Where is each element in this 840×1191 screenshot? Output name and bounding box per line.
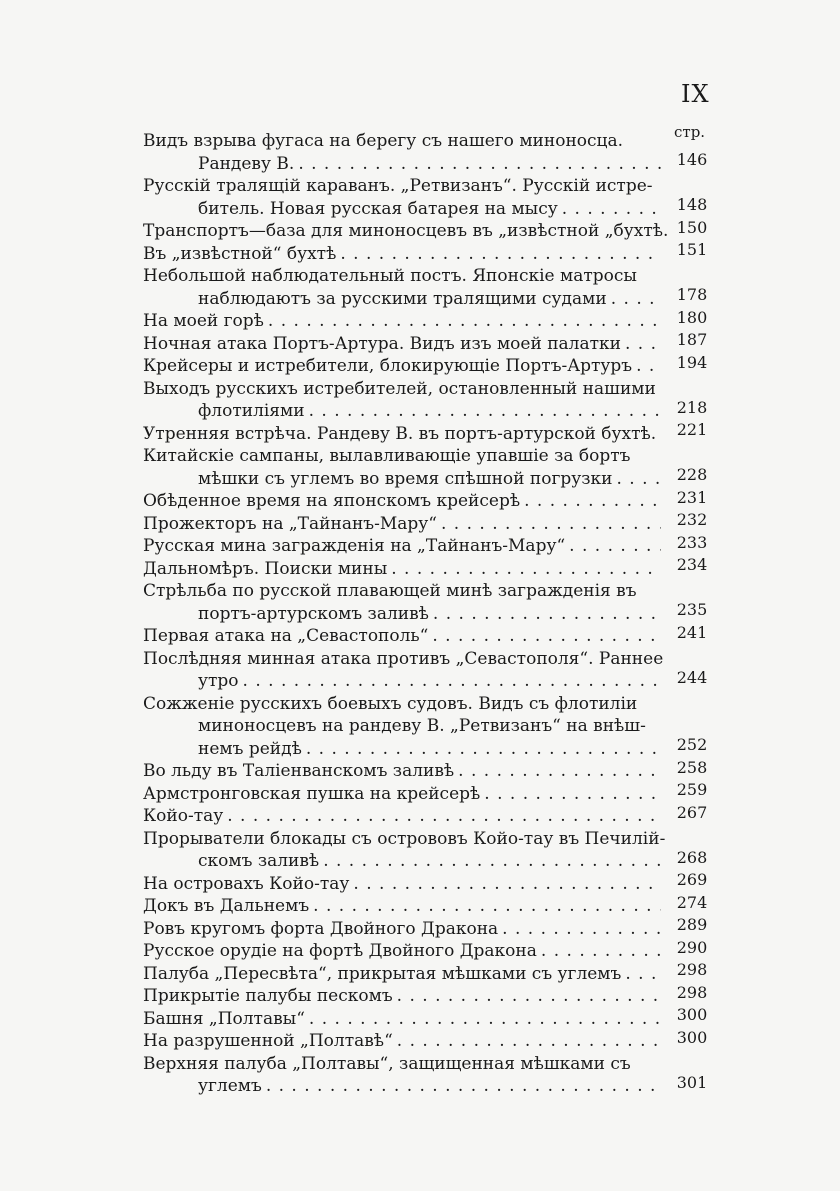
toc-page-number: 300 bbox=[661, 1004, 723, 1026]
toc-page-number: 268 bbox=[661, 847, 723, 869]
toc-entry-continuation-line bbox=[143, 288, 723, 311]
toc-entry bbox=[143, 510, 723, 536]
toc-page-number: 267 bbox=[661, 802, 723, 824]
toc-entry-text: немъ рейдѣ bbox=[198, 738, 302, 759]
toc-entry-text: Палуба „Пересвѣта“, прикрытая мѣшками съ углемъ bbox=[143, 963, 622, 984]
toc-page-number: 252 bbox=[661, 734, 723, 756]
toc-entry-text: На островахъ Койо-тау bbox=[143, 873, 350, 894]
toc-entry-text: Башня „Полтавы“ bbox=[143, 1008, 305, 1029]
toc-page-number: 235 bbox=[661, 599, 723, 621]
toc-entry-text: Небольшой наблюдательный постъ. Японскіе матросы bbox=[143, 266, 637, 286]
toc-entry bbox=[143, 648, 723, 693]
toc-entry-text: Видъ взрыва фугаса на берегу съ нашего миноносца. bbox=[143, 131, 624, 151]
toc-entry-continuation-line bbox=[143, 468, 723, 491]
toc-entry-text: Утренняя встрѣча. Рандеву В. въ портъ-артурской бухтѣ. bbox=[143, 423, 657, 444]
toc-entry bbox=[143, 937, 723, 963]
toc-entry bbox=[143, 1027, 723, 1053]
toc-entry-text: Китайскіе сампаны, вылавливающіе упавшіе за бортъ bbox=[143, 446, 631, 466]
toc-entry bbox=[143, 828, 723, 873]
toc-entry-text: Русская мина загражденія на „Тайнанъ-Мару“ bbox=[143, 536, 566, 556]
toc-entry bbox=[143, 217, 723, 243]
toc-page-number: 241 bbox=[661, 622, 723, 644]
toc-entry-text: Во льду въ Таліенванскомъ заливѣ bbox=[143, 761, 455, 781]
toc-entry-text: Въ „извѣстной“ бухтѣ bbox=[143, 243, 337, 264]
toc-page-number: 228 bbox=[661, 464, 723, 486]
page-column-header: стр. bbox=[674, 123, 706, 141]
roman-page-number: IX bbox=[681, 80, 710, 108]
toc-page-number: 232 bbox=[661, 509, 723, 531]
toc-entry-title-line bbox=[143, 423, 723, 446]
toc-entry-title-line bbox=[143, 265, 723, 288]
toc-entry-title-line bbox=[143, 648, 723, 671]
toc-entry-title-line bbox=[143, 175, 723, 198]
toc-entry bbox=[143, 960, 723, 986]
toc-page-number: 244 bbox=[661, 667, 723, 689]
toc-entry bbox=[143, 532, 723, 558]
toc-entry-title-line bbox=[143, 693, 723, 716]
toc-entry-text: На моей горѣ bbox=[143, 311, 264, 331]
toc-entry-text: Обѣденное время на японскомъ крейсерѣ bbox=[143, 491, 521, 511]
toc-page-number: 298 bbox=[661, 959, 723, 981]
toc-entry-text: мѣшки съ углемъ во время спѣшной погрузки bbox=[198, 468, 613, 489]
toc-entry-title-line bbox=[143, 310, 723, 333]
toc-entry-title-line bbox=[143, 535, 723, 558]
toc-entry-text: Рандеву В. bbox=[198, 153, 295, 174]
toc-page-number: 269 bbox=[661, 869, 723, 891]
toc-entry-continuation-line bbox=[143, 850, 723, 873]
toc-entry-title-line bbox=[143, 625, 723, 648]
toc-entry-text: флотиліями bbox=[198, 401, 305, 421]
toc-entry bbox=[143, 265, 723, 310]
toc-entry bbox=[143, 240, 723, 266]
toc-entry-title-line bbox=[143, 783, 723, 806]
toc-entry-title-line bbox=[143, 243, 723, 266]
toc-entry-title-line bbox=[143, 918, 723, 941]
toc-entry bbox=[143, 487, 723, 513]
toc-entry-text: Сожженіе русскихъ боевыхъ судовъ. Видъ съ флотиліи bbox=[143, 693, 638, 714]
toc-page-number: 300 bbox=[661, 1027, 723, 1049]
toc-entry-title-line bbox=[143, 220, 723, 243]
toc-entry-text: Армстронговская пушка на крейсерѣ bbox=[143, 783, 481, 804]
toc-entry bbox=[143, 580, 723, 625]
toc-entry-text: Стрѣльба по русской плавающей минѣ загражденія въ bbox=[143, 581, 637, 601]
toc-entry-continuation-line bbox=[143, 1075, 723, 1098]
toc-entry bbox=[143, 870, 723, 896]
toc-entry-title-line bbox=[143, 760, 723, 783]
toc-entry-continuation-line bbox=[143, 738, 723, 761]
toc-page-number: 289 bbox=[661, 914, 723, 936]
toc-entry-text: утро bbox=[198, 671, 239, 691]
toc-entry bbox=[143, 307, 723, 333]
toc-entry-text: битель. Новая русская батарея на мысу bbox=[198, 198, 558, 219]
toc-entry bbox=[143, 378, 723, 423]
toc-entry-title-line bbox=[143, 355, 723, 378]
toc-entry-title-line bbox=[143, 580, 723, 603]
toc-page-number: 218 bbox=[661, 397, 723, 419]
toc-entry bbox=[143, 757, 723, 783]
toc-entry-continuation-line bbox=[143, 603, 723, 626]
toc-entry-text: Прорыватели блокады съ острововъ Койо-тау въ Печилій- bbox=[143, 828, 666, 849]
toc-entry bbox=[143, 892, 723, 918]
toc-entry bbox=[143, 622, 723, 648]
toc-entry-title-line bbox=[143, 828, 723, 851]
toc-page-number: 233 bbox=[661, 532, 723, 554]
toc-entry-title-line bbox=[143, 333, 723, 356]
toc-entry-text: Крейсеры и истребители, блокирующіе Портъ-Артуръ bbox=[143, 356, 633, 376]
toc-entry bbox=[143, 915, 723, 941]
toc-page-number: 148 bbox=[661, 194, 723, 216]
toc-entry bbox=[143, 445, 723, 490]
toc-entry-text: Послѣдняя минная атака противъ „Севастополя“. Раннее bbox=[143, 648, 664, 669]
toc-entry-continuation-line bbox=[143, 715, 723, 738]
toc-entry-title-line bbox=[143, 490, 723, 513]
toc-entry-text: наблюдаютъ за русскими тралящими судами bbox=[198, 288, 607, 309]
toc-entry-text: Верхняя палуба „Полтавы“, защищенная мѣшками съ bbox=[143, 1053, 631, 1074]
toc-page-number: 301 bbox=[661, 1072, 723, 1094]
toc-entry-title-line bbox=[143, 963, 723, 986]
toc-page-number: 274 bbox=[661, 892, 723, 914]
toc-entry-continuation-line bbox=[143, 670, 723, 693]
toc-entry-title-line bbox=[143, 558, 723, 581]
toc-entry-title-line bbox=[143, 445, 723, 468]
toc-entry bbox=[143, 780, 723, 806]
toc-entry-text: Выходъ русскихъ истребителей, остановленный нашими bbox=[143, 378, 656, 399]
toc-page-number: 259 bbox=[661, 779, 723, 801]
toc-entry bbox=[143, 555, 723, 581]
toc-entry-text: углемъ bbox=[198, 1076, 262, 1096]
toc-entry-title-line bbox=[143, 985, 723, 1008]
toc-entry-title-line bbox=[143, 130, 723, 153]
toc-entry-text: Прикрытіе палубы пескомъ bbox=[143, 986, 393, 1006]
toc-entry-title-line bbox=[143, 378, 723, 401]
toc-entry-continuation-line bbox=[143, 198, 723, 221]
toc-entry bbox=[143, 175, 723, 220]
toc-entry bbox=[143, 330, 723, 356]
toc-entry-title-line bbox=[143, 513, 723, 536]
toc-entry-text: Прожекторъ на „Тайнанъ-Мару“ bbox=[143, 513, 437, 534]
toc-entry-title-line bbox=[143, 805, 723, 828]
toc-page-number: 290 bbox=[661, 937, 723, 959]
toc-entry bbox=[143, 420, 723, 446]
toc-page-number: 187 bbox=[661, 329, 723, 351]
toc-entry bbox=[143, 352, 723, 378]
toc-entry-title-line bbox=[143, 873, 723, 896]
toc-entry-title-line bbox=[143, 1053, 723, 1076]
toc-entry-text: Первая атака на „Севастополь“ bbox=[143, 626, 429, 646]
toc-entry-text: Русское орудіе на фортѣ Двойного Дракона bbox=[143, 941, 537, 961]
toc-entry-text: миноносцевъ на рандеву В. „Ретвизанъ“ на внѣш- bbox=[198, 716, 646, 736]
toc-entry-text: На разрушенной „Полтавѣ“ bbox=[143, 1031, 393, 1051]
toc-entry bbox=[143, 982, 723, 1008]
toc-page-number: 178 bbox=[661, 284, 723, 306]
toc-entry-text: Докъ въ Дальнемъ bbox=[143, 896, 310, 916]
toc-entry bbox=[143, 1005, 723, 1031]
toc-entry bbox=[143, 693, 723, 761]
toc-page-number: 231 bbox=[661, 487, 723, 509]
toc-entry-continuation-line bbox=[143, 153, 723, 176]
toc-page-number: 151 bbox=[661, 239, 723, 261]
toc-entry bbox=[143, 1053, 723, 1098]
toc-page-number: 298 bbox=[661, 982, 723, 1004]
toc-entry bbox=[143, 130, 723, 175]
toc-entry-text: портъ-артурскомъ заливѣ bbox=[198, 603, 429, 624]
toc-entry bbox=[143, 802, 723, 828]
toc-entry-text: Ровъ кругомъ форта Двойного Дракона bbox=[143, 918, 499, 939]
toc-entry-text: скомъ заливѣ bbox=[198, 851, 320, 871]
toc-entry-text: Дальномѣръ. Поиски мины bbox=[143, 558, 388, 579]
toc-entry-text: Транспортъ—база для миноносцевъ въ „извѣстной „бухтѣ. bbox=[143, 221, 669, 241]
toc-page-number: 150 bbox=[661, 217, 723, 239]
toc-page-number: 234 bbox=[661, 554, 723, 576]
toc-entry-title-line bbox=[143, 895, 723, 918]
toc-page-number: 194 bbox=[661, 352, 723, 374]
toc-entry-title-line bbox=[143, 1008, 723, 1031]
toc-page-number: 146 bbox=[661, 149, 723, 171]
toc-page-number: 221 bbox=[661, 419, 723, 441]
toc-page-number: 180 bbox=[661, 307, 723, 329]
toc-entry-text: Койо-тау bbox=[143, 806, 224, 826]
toc-entry-text: Русскій тралящій караванъ. „Ретвизанъ“. Русскій истре- bbox=[143, 176, 653, 196]
toc-page-number: 258 bbox=[661, 757, 723, 779]
toc-entry-title-line bbox=[143, 940, 723, 963]
toc-entry-title-line bbox=[143, 1030, 723, 1053]
toc-entry-continuation-line bbox=[143, 400, 723, 423]
illustrations-list bbox=[143, 130, 723, 1098]
toc-entry-text: Ночная атака Портъ-Артура. Видъ изъ моей палатки bbox=[143, 333, 621, 354]
